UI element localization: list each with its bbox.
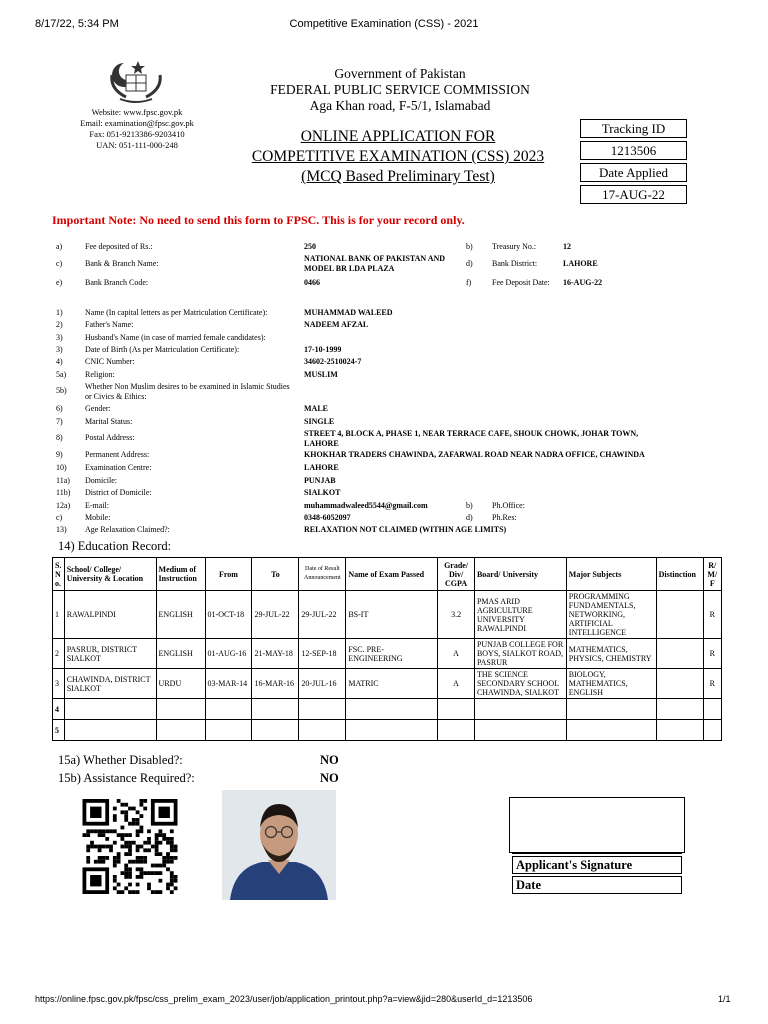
table-cell	[438, 699, 475, 720]
table-cell: 01-AUG-16	[205, 639, 252, 669]
email-text: Email: examination@fpsc.gov.pk	[80, 118, 194, 128]
table-cell	[156, 720, 205, 741]
tracking-id-label: Tracking ID	[580, 119, 687, 138]
mobile-key: c)	[56, 513, 63, 522]
header-line-1: Government of Pakistan	[334, 66, 466, 81]
disabled-answer: NO	[320, 753, 339, 767]
table-cell: R	[703, 591, 721, 639]
table-cell	[656, 591, 703, 639]
ph-office-label: Ph.Office:	[492, 501, 525, 510]
p5-label: CNIC Number:	[85, 357, 135, 366]
table-cell	[474, 699, 566, 720]
email-label: E-mail:	[85, 501, 109, 510]
table-cell: 29-JUL-22	[252, 591, 299, 639]
p8-key: 6)	[56, 404, 63, 413]
table-cell: 5	[53, 720, 65, 741]
table-cell	[656, 699, 703, 720]
p6-key: 5a)	[56, 370, 67, 379]
disabled-question: 15a) Whether Disabled?:	[58, 753, 183, 767]
table-cell: BS-IT	[346, 591, 438, 639]
fee-c-value: NATIONAL BANK OF PAKISTAN AND MODEL BR LDA PLAZA	[304, 254, 446, 273]
fee-c-key: c)	[56, 259, 63, 268]
fee-a-label: Fee deposited of Rs.:	[85, 242, 153, 251]
p6-label: Religion:	[85, 370, 115, 379]
p12-label: Examination Centre:	[85, 463, 152, 472]
email-key: 12a)	[56, 501, 71, 510]
col-distinction: Distinction	[656, 558, 703, 591]
fee-b-key: b)	[466, 242, 473, 251]
date-applied-label: Date Applied	[580, 163, 687, 182]
p13-key: 11a)	[56, 476, 70, 485]
p14-label: District of Domicile:	[85, 488, 152, 497]
col-exam: Name of Exam Passed	[346, 558, 438, 591]
p4-value: 17-10-1999	[304, 345, 342, 354]
p1-label: Name (In capital letters as per Matriculation Certificate):	[85, 308, 268, 317]
p12-key: 10)	[56, 463, 67, 472]
fee-d-label: Bank District:	[492, 259, 538, 268]
table-cell: ENGLISH	[156, 591, 205, 639]
table-cell	[156, 699, 205, 720]
table-cell: 3.2	[438, 591, 475, 639]
table-cell: R	[703, 639, 721, 669]
p9-label: Marital Status:	[85, 417, 133, 426]
p10-value: STREET 4, BLOCK A, PHASE 1, NEAR TERRACE CAFE, SHOUK CHOWK, JOHAR TOWN, LAHORE	[304, 429, 639, 448]
fee-f-key: f)	[466, 278, 472, 287]
assistance-answer: NO	[320, 771, 339, 785]
col-medium: Medium of Instruction	[156, 558, 205, 591]
p10-label: Postal Address:	[85, 433, 135, 442]
table-cell: RAWALPINDI	[64, 591, 156, 639]
table-cell: THE SCIENCE SECONDARY SCHOOL CHAWINDA, SIALKOT	[474, 669, 566, 699]
table-cell: 21-MAY-18	[252, 639, 299, 669]
table-cell: MATRIC	[346, 669, 438, 699]
p11-value: KHOKHAR TRADERS CHAWINDA, ZAFARWAL ROAD NEAR NADRA OFFICE, CHAWINDA	[304, 450, 645, 459]
table-cell	[566, 699, 656, 720]
disability-section	[58, 751, 195, 787]
col-sno: S. N o.	[53, 558, 65, 591]
table-cell	[252, 699, 299, 720]
col-board: Board/ University	[474, 558, 566, 591]
fee-e-label: Bank Branch Code:	[85, 278, 149, 287]
table-row	[53, 699, 722, 720]
table-cell: PASRUR, DISTRICT SIALKOT	[64, 639, 156, 669]
p11-label: Permanent Address:	[85, 450, 150, 459]
p2-value: NADEEM AFZAL	[304, 320, 369, 329]
table-cell: MATHEMATICS, PHYSICS, CHEMISTRY	[566, 639, 656, 669]
p14-key: 11b)	[56, 488, 71, 497]
table-cell	[205, 720, 252, 741]
title-line-2: COMPETITIVE EXAMINATION (CSS) 2023	[251, 148, 545, 165]
table-cell: R	[703, 669, 721, 699]
table-cell	[205, 699, 252, 720]
p5-value: 34602-2510024-7	[304, 357, 362, 366]
p14-value: SIALKOT	[304, 488, 341, 497]
age-label: Age Relaxation Claimed?:	[85, 525, 170, 534]
table-cell: URDU	[156, 669, 205, 699]
p9-value: SINGLE	[304, 417, 335, 426]
age-key: 13)	[56, 525, 67, 534]
table-cell	[474, 720, 566, 741]
fee-f-value: 16-AUG-22	[563, 278, 603, 287]
table-cell: 2	[53, 639, 65, 669]
fee-e-key: e)	[56, 278, 63, 287]
website-text: Website: www.fpsc.gov.pk	[91, 107, 183, 117]
col-subjects: Major Subjects	[566, 558, 656, 591]
table-cell: A	[438, 669, 475, 699]
table-cell	[299, 720, 346, 741]
col-rmf: R/ M/ F	[703, 558, 721, 591]
table-row	[53, 669, 722, 699]
uan-text: UAN: 051-111-000-248	[96, 140, 178, 150]
fee-b-label: Treasury No.:	[492, 242, 537, 251]
qr-code-icon	[80, 799, 180, 894]
p8-label: Gender:	[85, 404, 111, 413]
p9-key: 7)	[56, 417, 63, 426]
table-cell: 01-OCT-18	[205, 591, 252, 639]
assistance-question: 15b) Assistance Required?:	[58, 771, 195, 785]
table-cell: 29-JUL-22	[299, 591, 346, 639]
print-url: https://online.fpsc.gov.pk/fpsc/css_prelim_exam_2023/user/job/application_printout.php?a=view&jid=280&userId_d=1213506	[35, 994, 533, 1004]
date-label: Date	[512, 876, 682, 894]
signature-label: Applicant's Signature	[512, 856, 682, 874]
p3-label: Husband's Name (in case of married female candidates):	[85, 333, 266, 342]
p7-key: 5b)	[56, 386, 67, 395]
table-cell	[656, 639, 703, 669]
p5-key: 4)	[56, 357, 63, 366]
table-cell: PROGRAMMING FUNDAMENTALS, NETWORKING, ARTIFICIAL INTELLIGENCE	[566, 591, 656, 639]
table-cell: FSC. PRE-ENGINEERING	[346, 639, 438, 669]
ph-office-key: b)	[466, 501, 473, 510]
col-grade: Grade/ Div/ CGPA	[438, 558, 475, 591]
print-page-count: 1/1	[718, 994, 731, 1004]
print-datetime: 8/17/22, 5:34 PM	[35, 18, 119, 30]
table-cell	[346, 699, 438, 720]
fee-a-key: a)	[56, 242, 63, 251]
p6-value: MUSLIM	[304, 370, 338, 379]
table-cell: PUNJAB COLLEGE FOR BOYS, SIALKOT ROAD, PASRUR	[474, 639, 566, 669]
tracking-box	[580, 119, 687, 207]
signature-area	[509, 797, 685, 853]
table-cell: 1	[53, 591, 65, 639]
p7-label: Whether Non Muslim desires to be examined in Islamic Studies or Civics & Ethics:	[85, 382, 290, 401]
p13-label: Domicile:	[85, 476, 117, 485]
table-row	[53, 639, 722, 669]
p12-value: LAHORE	[304, 463, 339, 472]
fee-f-label: Fee Deposit Date:	[492, 278, 550, 287]
education-heading: 14) Education Record:	[58, 539, 172, 553]
table-cell: BIOLOGY, MATHEMATICS, ENGLISH	[566, 669, 656, 699]
fee-d-value: LAHORE	[563, 259, 598, 268]
table-cell	[703, 699, 721, 720]
table-cell	[346, 720, 438, 741]
table-cell	[252, 720, 299, 741]
fax-text: Fax: 051-9213386-9203410	[89, 129, 185, 139]
table-cell: ENGLISH	[156, 639, 205, 669]
col-to: To	[252, 558, 299, 591]
p1-key: 1)	[56, 308, 63, 317]
table-cell: PMAS ARID AGRICULTURE UNIVERSITY RAWALPINDI	[474, 591, 566, 639]
ph-res-label: Ph.Res:	[492, 513, 517, 522]
mobile-label: Mobile:	[85, 513, 111, 522]
p10-key: 8)	[56, 433, 63, 442]
table-cell: 12-SEP-18	[299, 639, 346, 669]
table-row	[53, 720, 722, 741]
p3-key: 3)	[56, 333, 63, 342]
signature-box	[509, 797, 685, 894]
tracking-id-value: 1213506	[580, 141, 687, 160]
application-title	[218, 127, 578, 187]
fee-e-value: 0466	[304, 278, 320, 287]
col-school: School/ College/ University & Location	[64, 558, 156, 591]
age-value: RELAXATION NOT CLAIMED (WITHIN AGE LIMITS)	[304, 525, 507, 534]
applicant-photo	[222, 790, 336, 900]
header-line-3: Aga Khan road, F-5/1, Islamabad	[309, 98, 491, 113]
p2-key: 2)	[56, 320, 63, 329]
title-line-3: (MCQ Based Preliminary Test)	[301, 168, 495, 185]
date-applied-value: 17-AUG-22	[580, 185, 687, 204]
pakistan-emblem-icon	[106, 55, 166, 107]
person-photo-icon	[222, 790, 336, 900]
email-value: muhammadwaleed5544@gmail.com	[304, 501, 428, 510]
table-cell: 20-JUL-16	[299, 669, 346, 699]
government-header	[200, 66, 600, 114]
table-cell: 16-MAR-16	[252, 669, 299, 699]
table-cell	[703, 720, 721, 741]
table-cell: 03-MAR-14	[205, 669, 252, 699]
fee-b-value: 12	[563, 242, 571, 251]
p4-key: 3)	[56, 345, 63, 354]
table-cell	[64, 699, 156, 720]
fee-a-value: 250	[304, 242, 316, 251]
p2-label: Father's Name:	[85, 320, 134, 329]
table-cell	[438, 720, 475, 741]
ph-res-key: d)	[466, 513, 473, 522]
fee-c-label: Bank & Branch Name:	[85, 259, 159, 268]
p1-value: MUHAMMAD WALEED	[304, 308, 393, 317]
table-row	[53, 591, 722, 639]
print-page-title: Competitive Examination (CSS) - 2021	[289, 18, 479, 30]
p13-value: PUNJAB	[304, 476, 336, 485]
col-result-date: Date of Result Announcement	[299, 558, 346, 591]
table-cell: 3	[53, 669, 65, 699]
table-cell: CHAWINDA, DISTRICT SIALKOT	[64, 669, 156, 699]
important-note: Important Note: No need to send this form to FPSC. This is for your record only.	[52, 213, 465, 227]
col-from: From	[205, 558, 252, 591]
table-cell: 4	[53, 699, 65, 720]
disability-answers	[320, 751, 339, 787]
table-cell	[566, 720, 656, 741]
education-header-row	[53, 558, 722, 591]
mobile-value: 0348-6052097	[304, 513, 351, 522]
fee-d-key: d)	[466, 259, 473, 268]
header-line-2: FEDERAL PUBLIC SERVICE COMMISSION	[270, 82, 530, 97]
table-cell	[656, 720, 703, 741]
table-cell	[656, 669, 703, 699]
table-cell	[299, 699, 346, 720]
p11-key: 9)	[56, 450, 63, 459]
table-cell: A	[438, 639, 475, 669]
title-line-1: ONLINE APPLICATION FOR	[300, 128, 496, 145]
contact-info	[52, 107, 222, 151]
p4-label: Date of Birth (As per Matriculation Certificate):	[85, 345, 240, 354]
table-cell	[64, 720, 156, 741]
p8-value: MALE	[304, 404, 328, 413]
education-table	[52, 557, 722, 741]
